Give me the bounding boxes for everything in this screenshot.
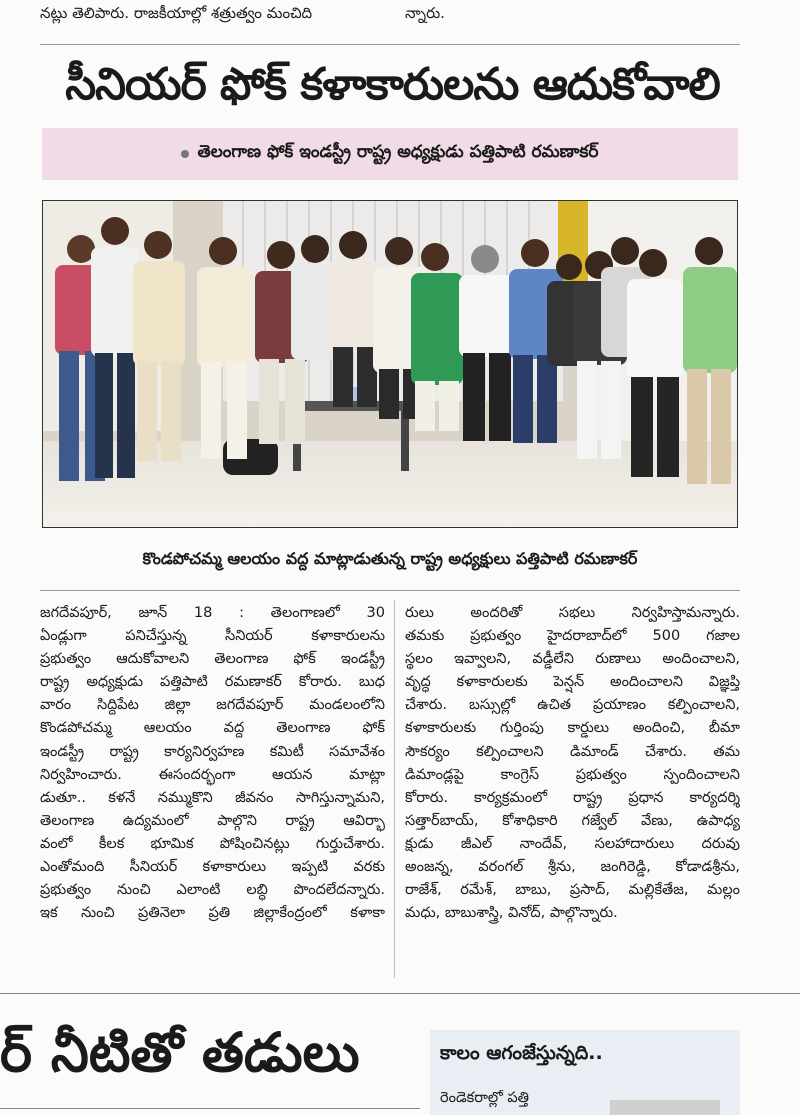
body-line: అంజన్న, వరంగల్ శ్రీను, జంగిరెడ్డి, కోడాడశ్రీను, <box>405 859 740 876</box>
previous-story-fragment-right: న్నారు. <box>405 4 445 22</box>
body-line: రులు అందరితో సభలు నిర్వహిస్తామన్నారు. <box>405 605 740 621</box>
body-line: స్థలం ఇవ్వాలని, వడ్డీలేని రుణాలు అందించాలని, <box>405 651 740 668</box>
divider <box>0 993 800 994</box>
body-line: జగదేవపూర్, జూన్ 18 : తెలంగాణలో 30 <box>40 605 385 621</box>
article-photo <box>42 200 738 528</box>
divider <box>40 590 740 591</box>
body-line: రాజేశ్, రమేశ్, బాబు, ప్రసాద్, మల్లికేతేజ, మల్లం <box>405 882 740 899</box>
next-article-headline: ర్ నీటితో తడులు <box>0 1021 360 1084</box>
article-subheadline-band <box>42 128 738 180</box>
side-column-photo <box>610 1100 720 1115</box>
body-line: డుతూ.. కళనే నమ్ముకొని జీవనం సాగిస్తున్నామని, <box>40 789 385 806</box>
article-subheadline: తెలంగాణ ఫోక్ ఇండస్ట్రీ రాష్ట్ర అధ్యక్షుడు పత్తిపాటి రమణాకర్ <box>197 142 599 162</box>
body-line: డిమాండ్లపై కాంగ్రెస్ ప్రభుత్వం స్పందించాలని <box>405 766 740 783</box>
body-line: ప్రభుత్వం నుంచి ఎలాంటి లబ్ధి పొందలేదన్నారు. <box>40 882 385 899</box>
body-line: తమకు ప్రభుత్వం హైదరాబాద్‌లో 500 గజాల <box>405 628 740 645</box>
body-line: ఏండ్లుగా పనిచేస్తున్న సీనియర్ కళాకారులను <box>40 628 385 645</box>
body-line: వంలో కీలక భూమిక పోషించినట్లు గుర్తుచేశారు. <box>40 835 385 852</box>
bullet-icon <box>181 150 189 158</box>
divider <box>0 1108 420 1109</box>
article-headline: సీనియర్ ఫోక్ కళాకారులను ఆదుకోవాలి <box>65 59 720 110</box>
body-line: సత్తార్‌బాయ్, కోశాధికారి గజ్వేల్ వేణు, ఉపాధ్య <box>405 812 740 829</box>
body-line: వృద్ధ కళాకారులకు పెన్షన్ అందించాలని విజ్ఞప్తి <box>405 674 740 691</box>
body-line: ఇక నుంచి ప్రతినెలా ప్రతి జిల్లాకేంద్రంలో కళాకా <box>40 905 385 922</box>
photo-caption: కొండపోచమ్మ ఆలయం వద్ద మాట్లాడుతున్న రాష్ట్ర అధ్యక్షులు పత్తిపాటి రమణాకర్ <box>142 549 638 568</box>
divider <box>40 44 740 45</box>
article-body-right-column <box>405 602 740 925</box>
body-line: తెలంగాణ ఉద్యమంలో పాల్గొని రాష్ట్ర ఆవిర్భా <box>40 812 385 829</box>
body-line: ఎంతోమంది సీనియర్ కళాకారులు ఇప్పటి వరకు <box>40 859 385 876</box>
body-line: కోరారు. కార్యక్రమంలో రాష్ట్ర ప్రధాన కార్యదర్శి <box>405 789 740 806</box>
previous-story-fragment-left: నట్లు తెలిపారు. రాజకీయాల్లో శత్రుత్వం మంచిది <box>40 4 313 22</box>
body-line: క్షుడు జీఎల్ నాందేవ్, సలహాదారులు దరువు <box>405 835 740 852</box>
body-line: వారం సిద్దిపేట జిల్లా జగదేవపూర్ మండలంలోని <box>40 697 385 714</box>
body-line: ప్రభుత్వం ఆదుకోవాలని తెలంగాణ ఫోక్ ఇండస్ట్రీ <box>40 651 385 668</box>
body-line: రాష్ట్ర అధ్యక్షుడు పత్తిపాటి రమణాకర్ కోరారు. బుధ <box>40 674 385 691</box>
article-body-left-column <box>40 602 385 925</box>
side-column-text: రెండెకరాల్లో పత్తి <box>440 1090 530 1106</box>
body-line: చేశారు. బస్సుల్లో ఉచిత ప్రయాణం కల్పించాలని, <box>405 697 740 714</box>
body-line: కొండపోచమ్మ ఆలయం వద్ద తెలంగాణ ఫోక్ <box>40 720 385 737</box>
body-line: కళాకారులకు గుర్తింపు కార్డులు అందించి, బీమా <box>405 720 740 737</box>
body-line: సౌకర్యం కల్పించాలని డిమాండ్ చేశారు. తమ <box>405 743 740 760</box>
body-line: ఇండస్ట్రీ రాష్ట్ర కార్యనిర్వహణ కమిటీ సమావేశం <box>40 743 385 760</box>
side-column-title: కాలం ఆగంజేస్తున్నది.. <box>440 1042 603 1064</box>
body-line: నిర్వహించారు. ఈసందర్భంగా ఆయన మాట్లా <box>40 766 385 783</box>
column-divider <box>394 600 395 978</box>
body-line: మధు, బాబుశాస్త్రి, వినోద్, పాల్గొన్నారు. <box>405 905 618 922</box>
group-photo-illustration <box>43 201 738 528</box>
